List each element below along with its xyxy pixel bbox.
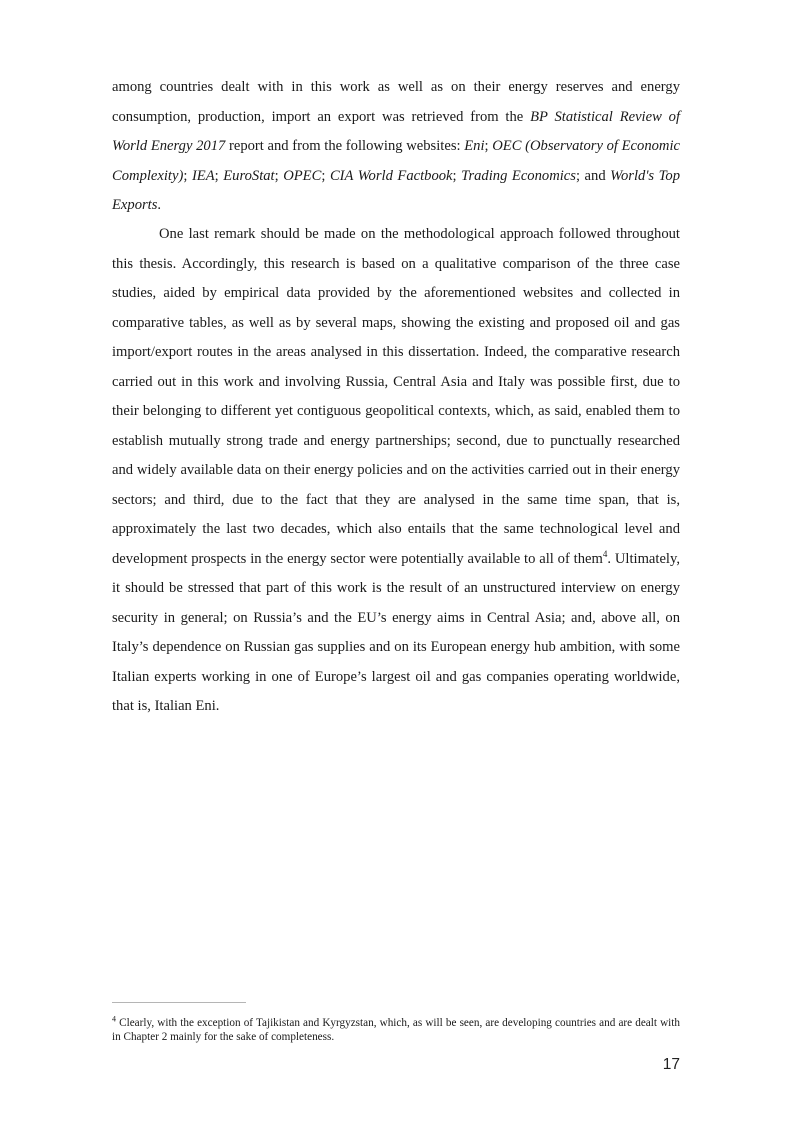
source-iea: IEA bbox=[191, 167, 215, 184]
text-run: ; bbox=[452, 167, 462, 184]
text-run: report and from the following websites: bbox=[225, 138, 465, 154]
text-run: One last remark should be made on the methodological approach followed throughout this thesis. Accordingly, this research is based on a qualitative comparison of the three case studies, aided by empirical data provided by the aforementioned websites and collected in comparative tables, as well as by several maps, showing the existing and proposed oil and gas import/export routes in the areas analysed in this dissertation. Indeed, the comparative research carried out in this work and involving Russia, Central Asia and Italy was possible first, due to their belonging to different yet contiguous geopolitical contexts, which, as said, enabled them to establish mutually strong trade and energy partnerships; second, due to punctually researched and widely available data on their energy policies and on the activities carried out in their energy sectors; and third, due to the fact that they are analysed in the same time span, that is, approximately the last two decades, which also entails that the same technological level and development prospects in the energy sector were potentially available to all of them bbox=[112, 226, 680, 567]
text-run: ; bbox=[183, 167, 192, 184]
text-run: . bbox=[157, 197, 162, 213]
footnote-separator bbox=[112, 1002, 246, 1003]
source-eurostat: EuroStat bbox=[223, 167, 275, 184]
body-paragraph-1 bbox=[112, 73, 680, 221]
text-run: ; and bbox=[575, 167, 611, 184]
source-bp-statistical-review: BP Statistical Review of World Energy 2017 bbox=[112, 108, 681, 154]
footnote-number: 4 bbox=[112, 1014, 116, 1024]
source-cia-world-factbook: CIA World Factbook bbox=[329, 167, 453, 184]
footnote-text: Clearly, with the exception of Tajikistan and Kyrgyzstan, which, as will be seen, are developing countries and are dealt with in Chapter 2 mainly for the sake of completeness. bbox=[112, 1017, 680, 1043]
text-run: ; bbox=[274, 167, 284, 184]
source-trading-economics: Trading Economics bbox=[461, 167, 576, 184]
body-paragraph-2 bbox=[112, 220, 680, 722]
footnote-reference[interactable]: 4 bbox=[602, 548, 608, 559]
text-run: ; bbox=[214, 167, 224, 184]
footnote bbox=[112, 1016, 680, 1044]
source-opec: OPEC bbox=[283, 167, 322, 184]
source-oec: OEC (Observatory of Economic Complexity) bbox=[112, 138, 680, 184]
text-run: ; bbox=[321, 167, 330, 184]
page-number: 17 bbox=[662, 1056, 680, 1073]
text-run: among countries dealt with in this work as well as on their energy reserves and energy consumption, production, import an export was retrieved from the bbox=[112, 79, 680, 125]
source-worlds-top-exports: World's Top Exports bbox=[112, 167, 681, 213]
source-eni: Eni bbox=[464, 138, 485, 154]
text-run: . Ultimately, it should be stressed that part of this work is the result of an unstructured interview on energy security in general; on Russia’s and the EU’s energy aims in Central Asia; and, above all, on Italy’s dependence on Russian gas supplies and on its European energy hub ambition, with some Italian experts working in one of Europe’s largest oil and gas companies operating worldwide, that is, Italian Eni. bbox=[112, 550, 680, 714]
text-run: ; bbox=[484, 138, 493, 154]
